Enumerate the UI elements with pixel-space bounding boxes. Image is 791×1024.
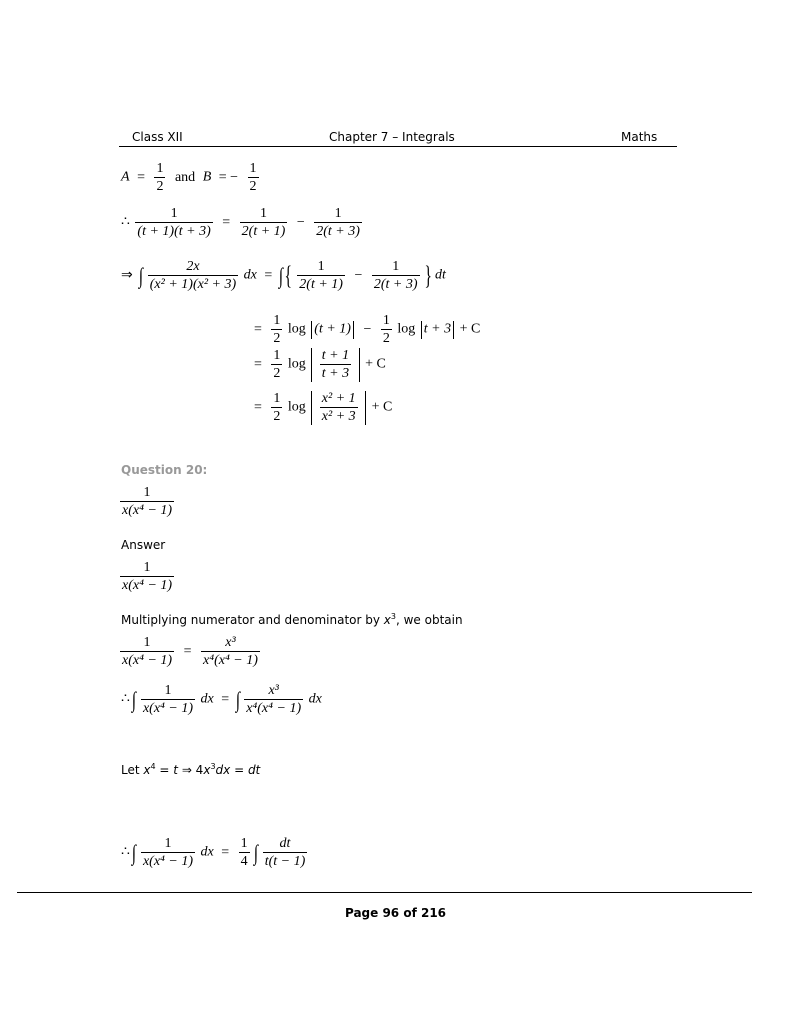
question-expression: $\frac{1}{\text{x(x⁴ − 1)}}$	[122, 485, 173, 518]
equation-log-result: = $\frac{1}{2}$ log $\frac{\text{x² + 1}}{\text{x² + 3}}$ + C	[254, 391, 393, 424]
header-chapter: Chapter 7 – Integrals	[329, 130, 455, 144]
answer-heading: Answer	[121, 538, 166, 552]
page-number: Page 96 of 216	[344, 906, 447, 920]
header-rule	[119, 146, 677, 147]
question-heading: Question 20:	[121, 463, 208, 477]
multiply-instruction: Multiplying numerator and denominator by $x^3$, we obtain	[121, 612, 463, 627]
equation-log-step-2: = $\frac{1}{2}$ log $\frac{t + 1}{t + 3}$ + C	[254, 348, 386, 381]
equation-multiplied: $\frac{1}{\text{x(x⁴ − 1)}}$ = $\frac{\text{x³}}{\text{x⁴(x⁴ − 1)}}$	[122, 635, 258, 668]
header-subject: Maths	[621, 130, 658, 144]
equation-log-step-1: = $\frac{1}{2}$ log (t + 1) − $\frac{1}{2}$ log t + 3 + C	[254, 313, 481, 346]
equation-a-b: A = $\frac{1}{2}$ and B = − $\frac{1}{2}$	[121, 161, 257, 194]
substitution-statement: Let $x^4 = t$ ⇒ $4x^3dx$ = dt	[121, 762, 261, 777]
equation-partial-fractions: ∴ $\frac{1}{(t + 1)(t + 3)}$ = $\frac{1}{2(t + 1)}$ − $\frac{1}{2(t + 3)}$	[121, 206, 360, 239]
equation-integral-substitution: ⇒ ∫ $\frac{2x}{\text{(x² + 1)(x² + 3)}}$ dx = ∫ { $\frac{1}{2(t + 1)}$ − $\frac{1}{2(t + 3)}$ } dt	[121, 259, 446, 292]
header-class: Class XII	[132, 130, 183, 144]
equation-integral-in-t: ∴ ∫ $\frac{1}{\text{x(x⁴ − 1)}}$ dx = $\frac{1}{4}$ ∫ $\frac{dt}{t(t - 1)}$	[121, 836, 306, 869]
equation-integral-rewrite: ∴ ∫ $\frac{1}{\text{x(x⁴ − 1)}}$ dx = ∫ $\frac{\text{x³}}{\text{x⁴(x⁴ − 1)}}$ dx	[121, 683, 322, 716]
answer-expression: $\frac{1}{\text{x(x⁴ − 1)}}$	[122, 560, 173, 593]
footer-rule	[17, 892, 752, 893]
